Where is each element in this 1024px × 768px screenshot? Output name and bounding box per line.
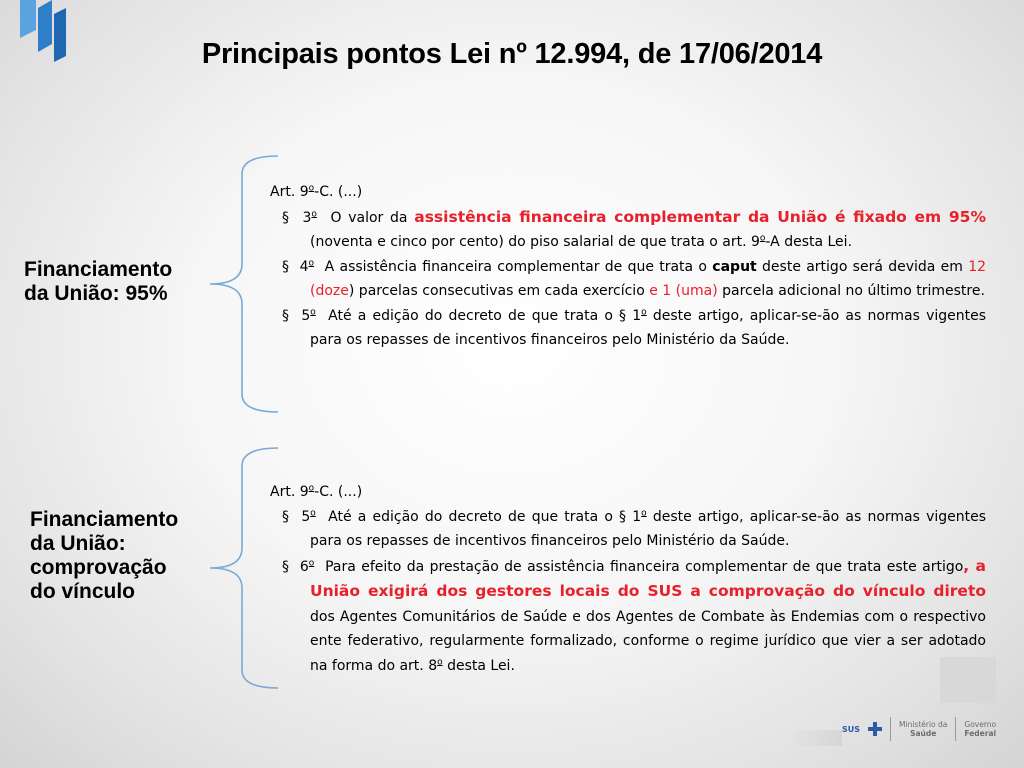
- page-title: Principais pontos Lei nº 12.994, de 17/06/2014: [201, 38, 823, 70]
- decorative-strip: [940, 657, 996, 703]
- ministry-logo: Ministério da Saúde: [899, 720, 948, 738]
- paragraph-5: § 5$^o$ Até a edição do decreto de que trata o § 1$^o$ deste artigo, aplicar-se-ão as normas vigentes para os repasses de incentivos financeiros pelo Ministério da Saúde.: [282, 507, 987, 549]
- highlight-95-percent: assistência financeira complementar da União é fixado em 95%: [414, 207, 986, 226]
- section-2-label: Financiamento da União: comprovação do vínculo: [30, 508, 179, 603]
- sus-cross-icon: [868, 722, 882, 736]
- section-1-text: [270, 180, 986, 353]
- footer-logos: [842, 712, 1002, 746]
- section-2-text: [270, 480, 986, 678]
- highlight-1-extra: e 1 (uma): [649, 283, 718, 299]
- article-heading: Art. 9$^o$-C. (...): [270, 483, 363, 500]
- highlight-vinculo-direto: , a União exigirá dos gestores locais do SUS a comprovação do vínculo direto: [310, 556, 986, 600]
- article-heading: Art. 9$^o$-C. (...): [270, 183, 363, 200]
- section-1-label: Financiamento da União: 95%: [24, 258, 173, 305]
- footer-separator: [955, 717, 956, 741]
- highlight-12-installments: 12 (doze: [310, 258, 987, 299]
- government-logo: Governo Federal: [964, 720, 997, 738]
- decorative-strip: [790, 730, 842, 746]
- sus-logo-text: SUS: [842, 724, 861, 734]
- paragraph-3: § 3$^o$ O valor da assistência financeira complementar da União é fixado em 95% (noventa e cinco por cento) do piso salarial de que trata o art. 9$^o$-A desta Lei.: [282, 207, 986, 250]
- footer-separator: [890, 717, 891, 741]
- paragraph-4: § 4$^o$ A assistência financeira complementar de que trata o caput deste artigo será devida em 12 (doze) parcelas consecutivas em cada exercício e 1 (uma) parcela adicional no último trimestre.: [282, 257, 987, 299]
- paragraph-5: § 5$^o$ Até a edição do decreto de que trata o § 1$^o$ deste artigo, aplicar-se-ão as normas vigentes para os repasses de incentivos financeiros pelo Ministério da Saúde.: [282, 306, 987, 348]
- paragraph-6: § 6$^o$ Para efeito da prestação de assistência financeira complementar de que trata este artigo, a União exigirá dos gestores locais do SUS a comprovação do vínculo direto dos Agentes Comunitários de Saúde e dos Agentes de Combate às Endemias com o respectivo ente federativo, regularmente formalizado, conforme o regime jurídico que vier a ser adotado na forma do art. 8$^o$ desta Lei.: [282, 556, 986, 674]
